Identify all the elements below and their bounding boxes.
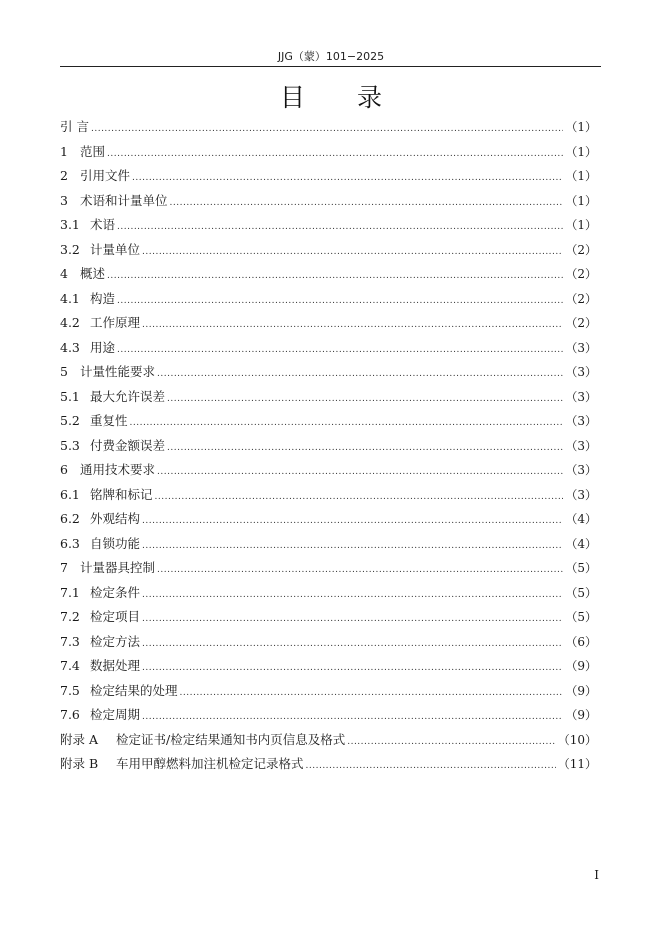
toc-entry-page: （4） [565, 536, 597, 551]
toc-entry-label: 车用甲醇燃料加注机检定记录格式 [116, 756, 304, 771]
header-rule [60, 66, 601, 67]
toc-dot-leader [180, 681, 564, 706]
toc-dot-leader [107, 142, 563, 167]
toc-entry[interactable] [60, 140, 597, 165]
toc-entry-number: 5.3 [60, 437, 80, 453]
toc-entry-number: 2 [60, 168, 68, 183]
toc-entry-label: 检定证书/检定结果通知书内页信息及格式 [116, 731, 346, 747]
toc-dot-leader [167, 387, 563, 412]
toc-entry-number: 6.1 [60, 486, 80, 502]
page-header: JJG（蒙）101−2025 [277, 50, 385, 63]
toc-entry-page: （2） [565, 242, 597, 257]
toc-entry-page: （3） [565, 463, 597, 477]
toc-entry-number: 6.3 [60, 535, 80, 551]
toc-entry-label: 检定结果的处理 [90, 682, 178, 698]
toc-dot-leader [117, 338, 563, 363]
toc-entry-page: （2） [565, 267, 597, 281]
toc-dot-leader [142, 583, 563, 608]
toc-entry-label: 最大允许误差 [90, 388, 166, 404]
toc-entry[interactable] [60, 336, 597, 361]
toc-entry[interactable] [60, 654, 597, 679]
toc-entry[interactable] [60, 703, 597, 728]
toc-entry-page: （6） [565, 634, 597, 649]
toc-entry-number: 4 [60, 266, 68, 281]
toc-dot-leader [142, 705, 563, 730]
toc-dot-leader [157, 558, 563, 583]
toc-entry-label: 付费金额误差 [90, 437, 166, 453]
toc-entry-page: （3） [565, 389, 597, 404]
toc-entry-label: 计量性能要求 [80, 364, 156, 379]
toc-entry-number: 7.1 [60, 584, 80, 600]
toc-entry-label: 自锁功能 [90, 535, 141, 551]
toc-entry-number: 7.2 [60, 609, 80, 624]
page-number: I [594, 868, 599, 882]
toc-dot-leader [117, 289, 563, 314]
toc-entry-label: 计量器具控制 [80, 560, 156, 575]
toc-entry-number: 5 [60, 364, 68, 379]
toc-entry-number: 7.4 [60, 658, 80, 673]
toc-entry[interactable] [60, 581, 597, 606]
toc-dot-leader [142, 313, 563, 338]
toc-dot-leader [157, 362, 563, 387]
toc-entry-page: （1） [565, 193, 597, 208]
toc-entry[interactable] [60, 164, 597, 189]
toc-entry-page: （3） [565, 438, 597, 453]
toc-entry-page: （3） [565, 414, 597, 428]
toc-dot-leader [157, 460, 563, 485]
toc-entry[interactable] [60, 189, 597, 214]
toc-entry[interactable] [60, 238, 597, 263]
toc-dot-leader [107, 264, 563, 289]
toc-entry-label: 通用技术要求 [80, 462, 156, 477]
toc-dot-leader [306, 754, 556, 779]
toc-entry[interactable] [60, 262, 597, 287]
toc-entry[interactable] [60, 385, 597, 410]
toc-entry-label: 检定项目 [90, 609, 141, 624]
toc-entry[interactable] [60, 679, 597, 704]
toc-entry-number: 引 言 [60, 119, 89, 134]
page-title: 目 录 [280, 83, 404, 112]
toc-entry[interactable] [60, 483, 597, 508]
toc-entry-page: （3） [565, 365, 597, 379]
toc-entry-label: 用途 [90, 339, 116, 355]
toc-entry[interactable] [60, 630, 597, 655]
toc-entry[interactable] [60, 752, 597, 777]
toc-entry[interactable] [60, 434, 597, 459]
toc-entry-number: 7.6 [60, 707, 80, 722]
toc-entry-label: 检定周期 [90, 707, 141, 722]
toc-entry[interactable] [60, 605, 597, 630]
toc-entry-label: 工作原理 [90, 315, 141, 330]
toc-entry-number: 5.2 [60, 413, 80, 428]
toc-entry[interactable] [60, 532, 597, 557]
toc-entry-page: （3） [565, 487, 597, 502]
toc-entry[interactable] [60, 458, 597, 483]
toc-entry-page: （3） [565, 340, 597, 355]
toc-entry-label: 铭牌和标记 [90, 486, 153, 502]
toc-entry-number: 4.3 [60, 339, 80, 355]
toc-entry-page: （10） [557, 732, 597, 747]
toc-entry-number: 4.1 [60, 290, 80, 306]
toc-dot-leader [142, 607, 563, 632]
toc-entry-number: 5.1 [60, 388, 80, 404]
toc-entry-page: （1） [565, 120, 597, 134]
toc-dot-leader [142, 240, 563, 265]
toc-dot-leader [155, 485, 564, 510]
toc-dot-leader [130, 411, 564, 436]
toc-dot-leader [142, 534, 563, 559]
toc-entry-page: （1） [565, 218, 597, 232]
toc-entry-label: 范围 [80, 143, 106, 159]
toc-entry[interactable] [60, 311, 597, 336]
toc-entry[interactable] [60, 507, 597, 532]
toc-entry-label: 检定方法 [90, 633, 141, 649]
toc-entry[interactable] [60, 213, 597, 238]
table-of-contents [60, 115, 597, 777]
toc-dot-leader [142, 509, 563, 534]
toc-dot-leader [347, 730, 556, 755]
toc-entry-number: 3.1 [60, 217, 80, 232]
toc-entry-page: （5） [565, 561, 597, 575]
toc-entry-page: （9） [565, 659, 597, 673]
toc-dot-leader [167, 436, 563, 461]
toc-entry-page: （5） [565, 585, 597, 600]
toc-dot-leader [170, 191, 564, 216]
toc-entry-page: （1） [565, 169, 597, 183]
toc-entry-number: 7.5 [60, 682, 80, 698]
toc-entry-page: （1） [565, 144, 597, 159]
toc-dot-leader [142, 656, 563, 681]
toc-dot-leader [132, 166, 563, 191]
toc-entry-number: 1 [60, 143, 68, 159]
toc-entry-label: 计量单位 [90, 241, 141, 257]
toc-entry-page: （4） [565, 512, 597, 526]
toc-entry-label: 术语和计量单位 [80, 192, 168, 208]
toc-entry-page: （2） [565, 291, 597, 306]
toc-entry-page: （2） [565, 316, 597, 330]
toc-entry[interactable] [60, 409, 597, 434]
toc-entry-label: 概述 [80, 266, 106, 281]
toc-entry[interactable] [60, 115, 597, 140]
toc-entry-number: 3 [60, 192, 68, 208]
toc-entry-label: 重复性 [90, 413, 128, 428]
toc-entry-number: 7 [60, 560, 68, 575]
toc-dot-leader [91, 117, 563, 142]
toc-dot-leader [117, 215, 563, 240]
toc-entry-page: （9） [565, 708, 597, 722]
toc-entry-label: 构造 [90, 290, 116, 306]
toc-entry-page: （9） [565, 683, 597, 698]
toc-dot-leader [142, 632, 563, 657]
toc-entry-label: 术语 [90, 217, 116, 232]
toc-entry[interactable] [60, 556, 597, 581]
toc-entry-number: 4.2 [60, 315, 80, 330]
toc-entry-number: 3.2 [60, 241, 80, 257]
toc-entry-number: 7.3 [60, 633, 80, 649]
toc-entry[interactable] [60, 360, 597, 385]
toc-entry[interactable] [60, 728, 597, 753]
toc-entry-page: （11） [557, 757, 597, 771]
toc-entry-label: 引用文件 [80, 168, 131, 183]
toc-entry-number: 6.2 [60, 511, 80, 526]
toc-entry-label: 检定条件 [90, 584, 141, 600]
toc-entry-number: 附录 B [60, 756, 99, 771]
toc-entry-number: 附录 A [60, 731, 99, 747]
toc-entry-number: 6 [60, 462, 68, 477]
toc-entry-label: 外观结构 [90, 511, 141, 526]
toc-entry-page: （5） [565, 610, 597, 624]
toc-entry[interactable] [60, 287, 597, 312]
toc-entry-label: 数据处理 [90, 658, 141, 673]
